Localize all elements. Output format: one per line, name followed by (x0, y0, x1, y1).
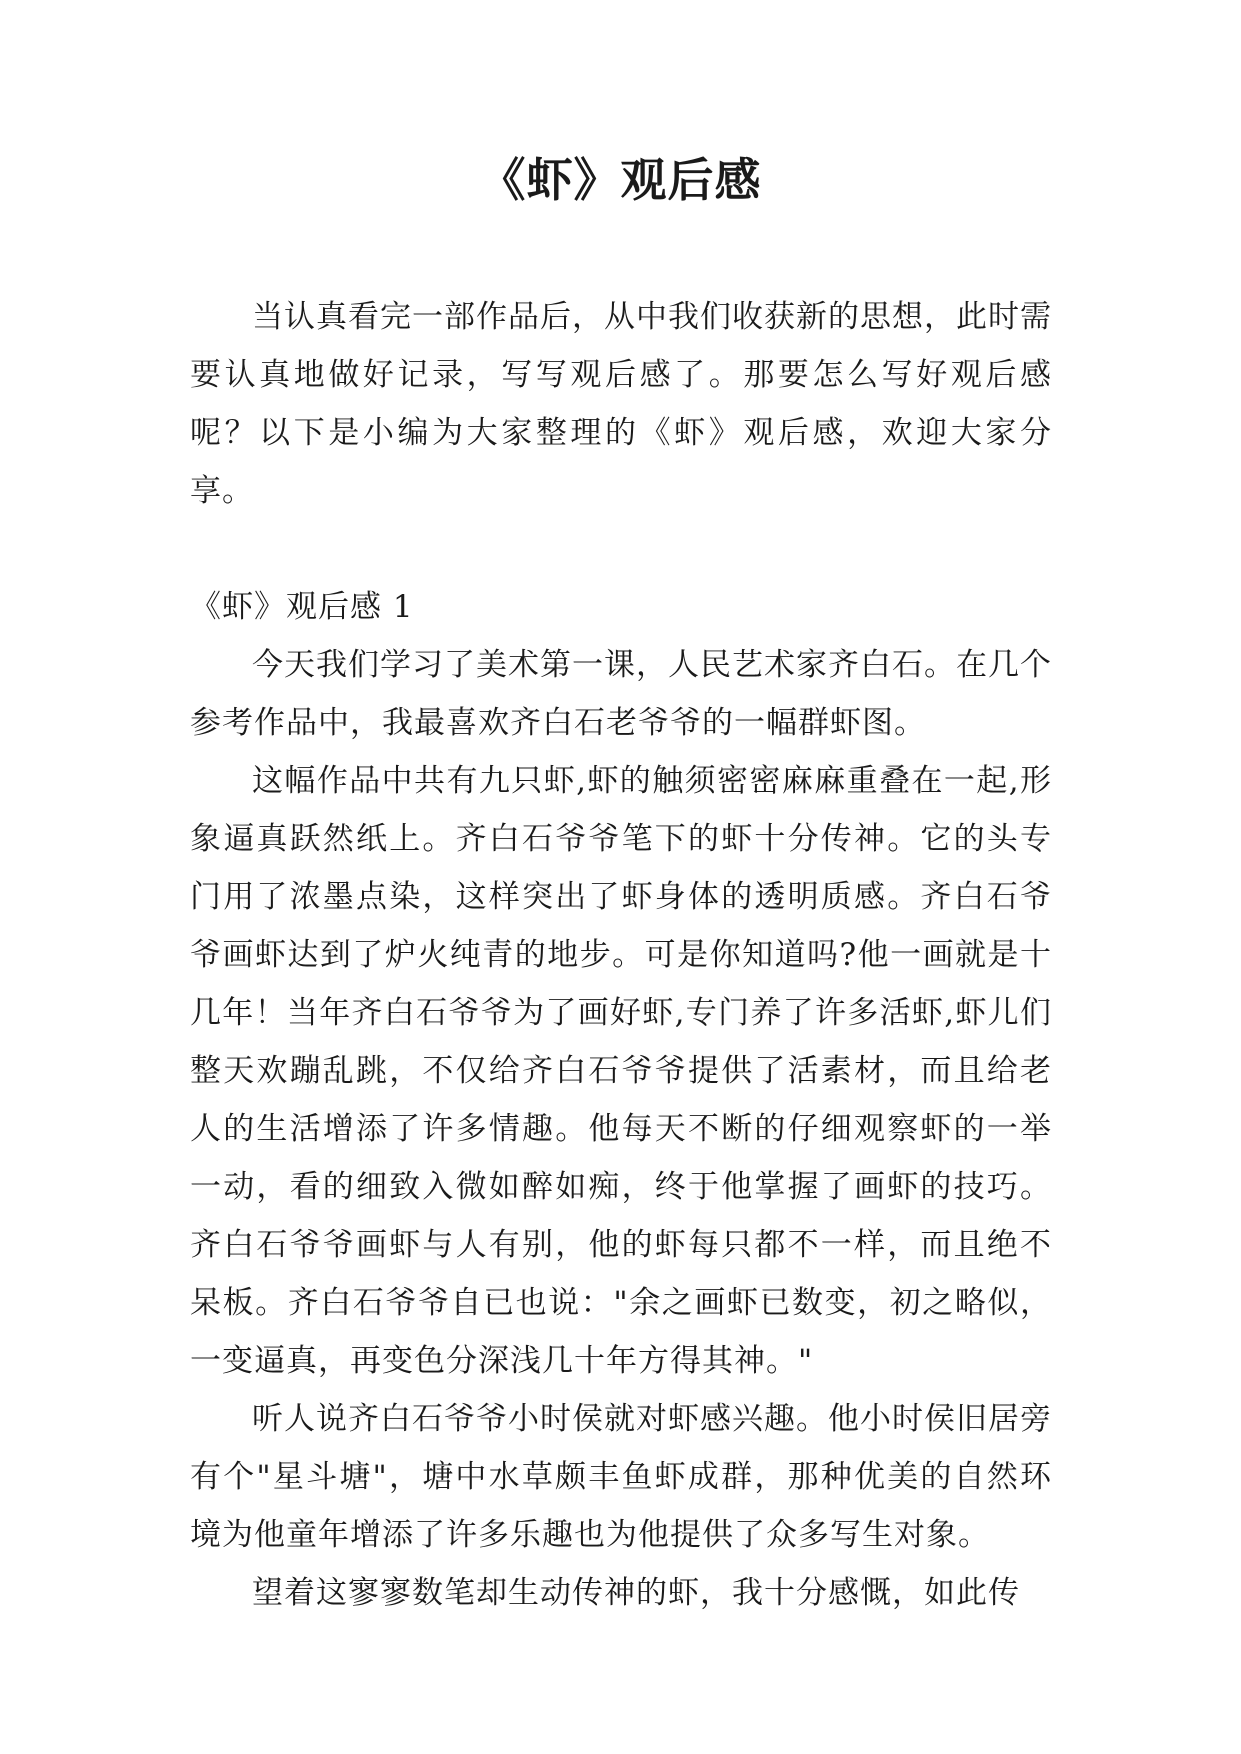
section-1 (190, 578, 1052, 1622)
body-paragraph: 望着这寥寥数笔却生动传神的虾，我十分感慨，如此传 (252, 1575, 1020, 1611)
body-paragraph: 这幅作品中共有九只虾,虾的触须密密麻麻重叠在一起,形象逼真跃然纸上。齐白石爷爷笔下的虾十分传神。它的头专门用了浓墨点染，这样突出了虾身体的透明质感。齐白石爷爷画虾达到了炉火纯青的地步。可是你知道吗?他一画就是十几年！当年齐白石爷爷为了画好虾,专门养了许多活虾,虾儿们整天欢蹦乱跳，不仅给齐白石爷爷提供了活素材，而且给老人的生活增添了许多情趣。他每天不断的仔细观察虾的一举一动，看的细致入微如醉如痴，终于他掌握了画虾的技巧。齐白石爷爷画虾与人有别，他的虾每只都不一样，而且绝不呆板。齐白石爷爷自已也说："余之画虾已数变，初之略似，一变逼真，再变色分深浅几十年方得其神。" (190, 763, 1052, 1379)
document-body (190, 288, 1052, 1622)
intro-paragraph: 当认真看完一部作品后，从中我们收获新的思想，此时需要认真地做好记录，写写观后感了。那要怎么写好观后感呢？以下是小编为大家整理的《虾》观后感，欢迎大家分享。 (190, 299, 1052, 509)
document-title: 《虾》观后感 (479, 153, 762, 207)
section-heading: 《虾》观后感 1 (190, 589, 414, 625)
body-paragraph: 听人说齐白石爷爷小时侯就对虾感兴趣。他小时侯旧居旁有个"星斗塘"，塘中水草颇丰鱼虾成群，那种优美的自然环境为他童年增添了许多乐趣也为他提供了众多写生对象。 (190, 1401, 1052, 1553)
body-paragraph: 今天我们学习了美术第一课，人民艺术家齐白石。在几个参考作品中，我最喜欢齐白石老爷爷的一幅群虾图。 (190, 647, 1052, 741)
